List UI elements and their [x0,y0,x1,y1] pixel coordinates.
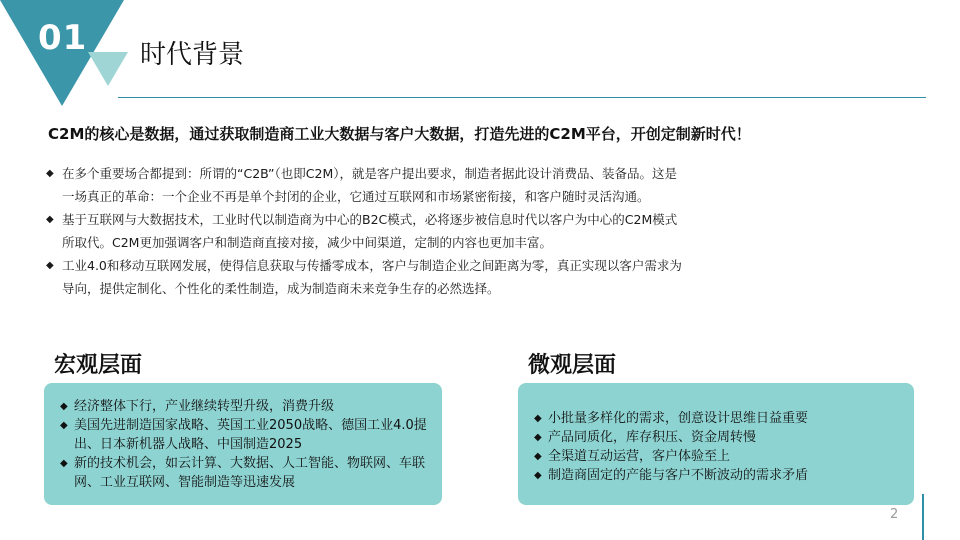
list-item: ◆ 新的技术机会，如云计算、大数据、人工智能、物联网、车联网、工业互联网、智能制造等迅速发展 [60,456,426,490]
diamond-bullet-icon: ◆ [46,214,54,225]
diamond-bullet-icon: ◆ [60,420,68,431]
list-item: ◆ 制造商固定的产能与客户不断波动的需求矛盾 [534,468,809,483]
list-item: ◆ 全渠道互动运营，客户体验至上 [534,449,731,464]
diamond-bullet-icon: ◆ [534,432,542,443]
list-item: ◆ 在多个重要场合都提到：所谓的“C2B”（也即C2M），就是客户提出要求，制造者据此设计消费品、装备品。这是一场真正的革命：一个企业不再是单个封闭的企业，它通过互联网和市场紧密衔接，和客户随时灵活沟通。 [46,162,686,208]
micro-panel-title: 微观层面 [528,353,617,378]
headline: C2M的核心是数据，通过获取制造商工业大数据与客户大数据，打造先进的C2M平台，开创定制新时代！ [48,125,751,143]
list-item: ◆ 基于互联网与大数据技术，工业时代以制造商为中心的B2C模式，必将逐步被信息时代以客户为中心的C2M模式所取代。C2M更加强调客户和制造商直接对接，减少中间渠道，定制的内容也更加丰富。 [46,208,686,254]
macro-panel [44,383,442,505]
page-number: 2 [890,507,899,522]
list-item: ◆ 产品同质化，库存积压、资金周转慢 [534,430,757,445]
page-title: 时代背景 [140,40,245,70]
list-item: ◆ 经济整体下行，产业继续转型升级，消费升级 [60,399,335,414]
diamond-bullet-icon: ◆ [46,168,54,179]
background-bullet-list [46,162,686,300]
diamond-bullet-icon: ◆ [60,401,68,412]
diamond-bullet-icon: ◆ [534,470,542,481]
corner-divider [922,494,938,540]
list-item: ◆ 美国先进制造国家战略、英国工业2050战略、德国工业4.0提出、日本新机器人战略、中国制造2025 [60,418,427,452]
section-number: 01 [38,18,88,58]
list-item: ◆ 工业4.0和移动互联网发展，使得信息获取与传播零成本，客户与制造企业之间距离为零，真正实现以客户需求为导向，提供定制化、个性化的柔性制造，成为制造商未来竞争生存的必然选择。 [46,254,686,300]
macro-panel-title: 宏观层面 [54,353,143,378]
diamond-bullet-icon: ◆ [534,413,542,424]
title-divider [118,97,926,98]
diamond-bullet-icon: ◆ [60,458,68,469]
micro-panel [518,383,914,505]
list-item: ◆ 小批量多样化的需求，创意设计思维日益重要 [534,411,809,426]
diamond-bullet-icon: ◆ [534,451,542,462]
diamond-bullet-icon: ◆ [46,260,54,271]
